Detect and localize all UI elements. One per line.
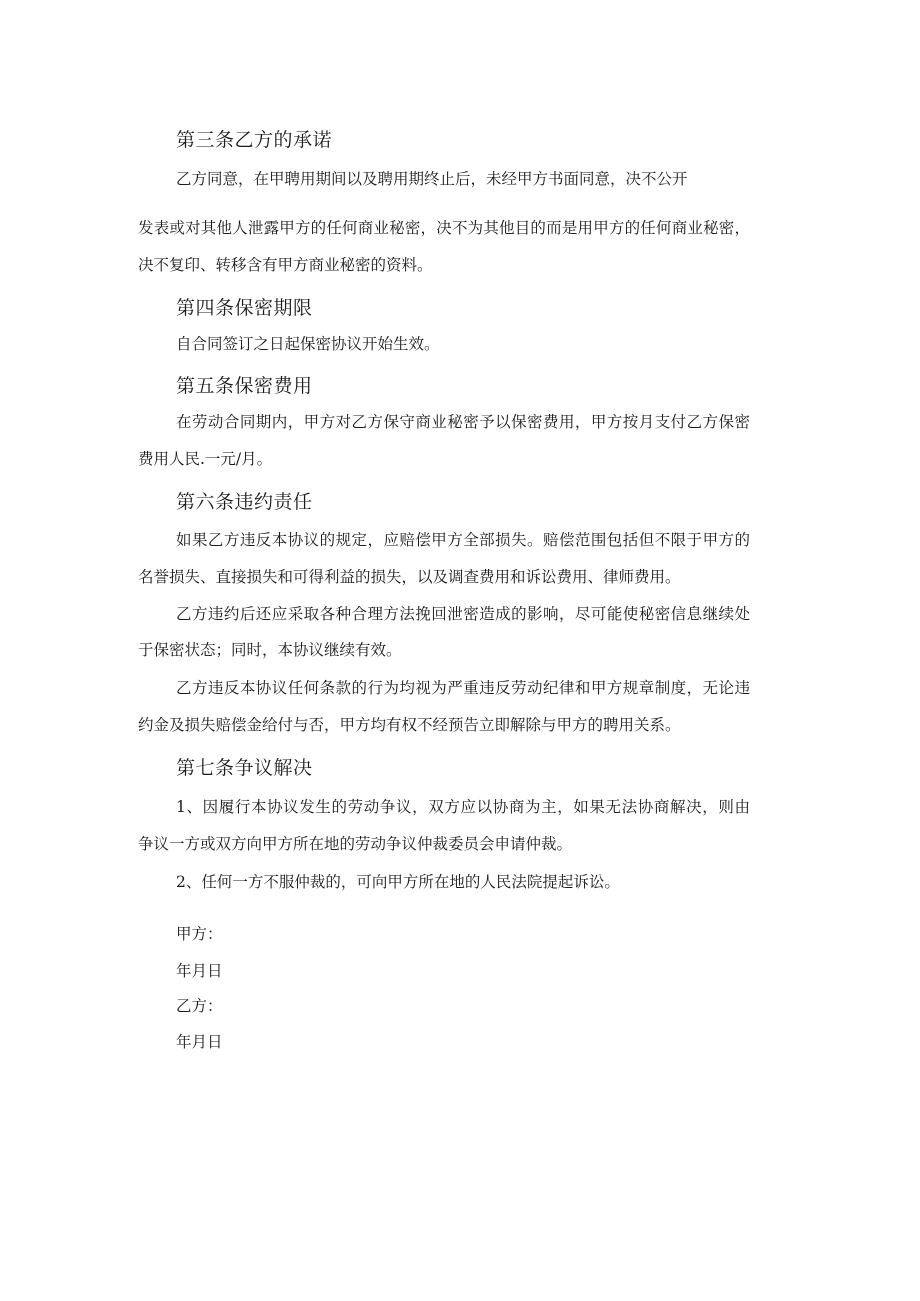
section-4-heading: 第四条保密期限 [176,297,313,319]
section-5-heading: 第五条保密费用 [176,375,313,397]
section-7-line-1: 1、因履行本协议发生的劳动争议，双方应以协商为主，如果无法协商解决，则由 [176,798,750,816]
section-6-line-3: 乙方违约后还应采取各种合理方法挽回泄密造成的影响，尽可能使秘密信息继续处 [176,605,750,623]
section-6-line-1: 如果乙方违反本协议的规定，应赔偿甲方全部损失。赔偿范围包括但不限于甲方的 [176,531,750,549]
section-5-line-1: 在劳动合同期内，甲方对乙方保守商业秘密予以保密费用，甲方按月支付乙方保密 [176,413,750,431]
section-6-line-2: 名誉损失、直接损失和可得利益的损失，以及调查费用和诉讼费用、律师费用。 [138,568,681,586]
section-6-line-6: 约金及损失赔偿金给付与否，甲方均有权不经预告立即解除与甲方的聘用关系。 [138,716,681,734]
section-6-line-5: 乙方违反本协议任何条款的行为均视为严重违反劳动纪律和甲方规章制度，无论违 [176,679,750,697]
section-6-line-4: 于保密状态；同时，本协议继续有效。 [138,641,402,659]
section-3-heading: 第三条乙方的承诺 [176,129,333,151]
section-3-line-2: 发表或对其他人泄露甲方的任何商业秘密，决不为其他目的而是用甲方的任何商业秘密， [138,219,750,237]
section-7-line-2: 争议一方或双方向甲方所在地的劳动争议仲裁委员会申请仲裁。 [138,835,573,853]
section-3-line-1: 乙方同意，在甲聘用期间以及聘用期终止后，未经甲方书面同意，决不公开 [176,170,688,188]
section-5-line-2: 费用人民.一元/月。 [138,450,273,468]
section-4-line-1: 自合同签订之日起保密协议开始生效。 [176,335,440,353]
party-a-date: 年月日 [176,962,223,980]
party-b-date: 年月日 [176,1033,223,1051]
section-3-line-3: 决不复印、转移含有甲方商业秘密的资料。 [138,256,433,274]
section-6-heading: 第六条违约责任 [176,491,313,513]
section-7-heading: 第七条争议解决 [176,757,313,779]
section-7-line-3: 2、任何一方不服仲裁的，可向甲方所在地的人民法院提起诉讼。 [176,873,620,891]
party-a-label: 甲方： [176,925,223,943]
party-b-label: 乙方： [176,997,223,1015]
